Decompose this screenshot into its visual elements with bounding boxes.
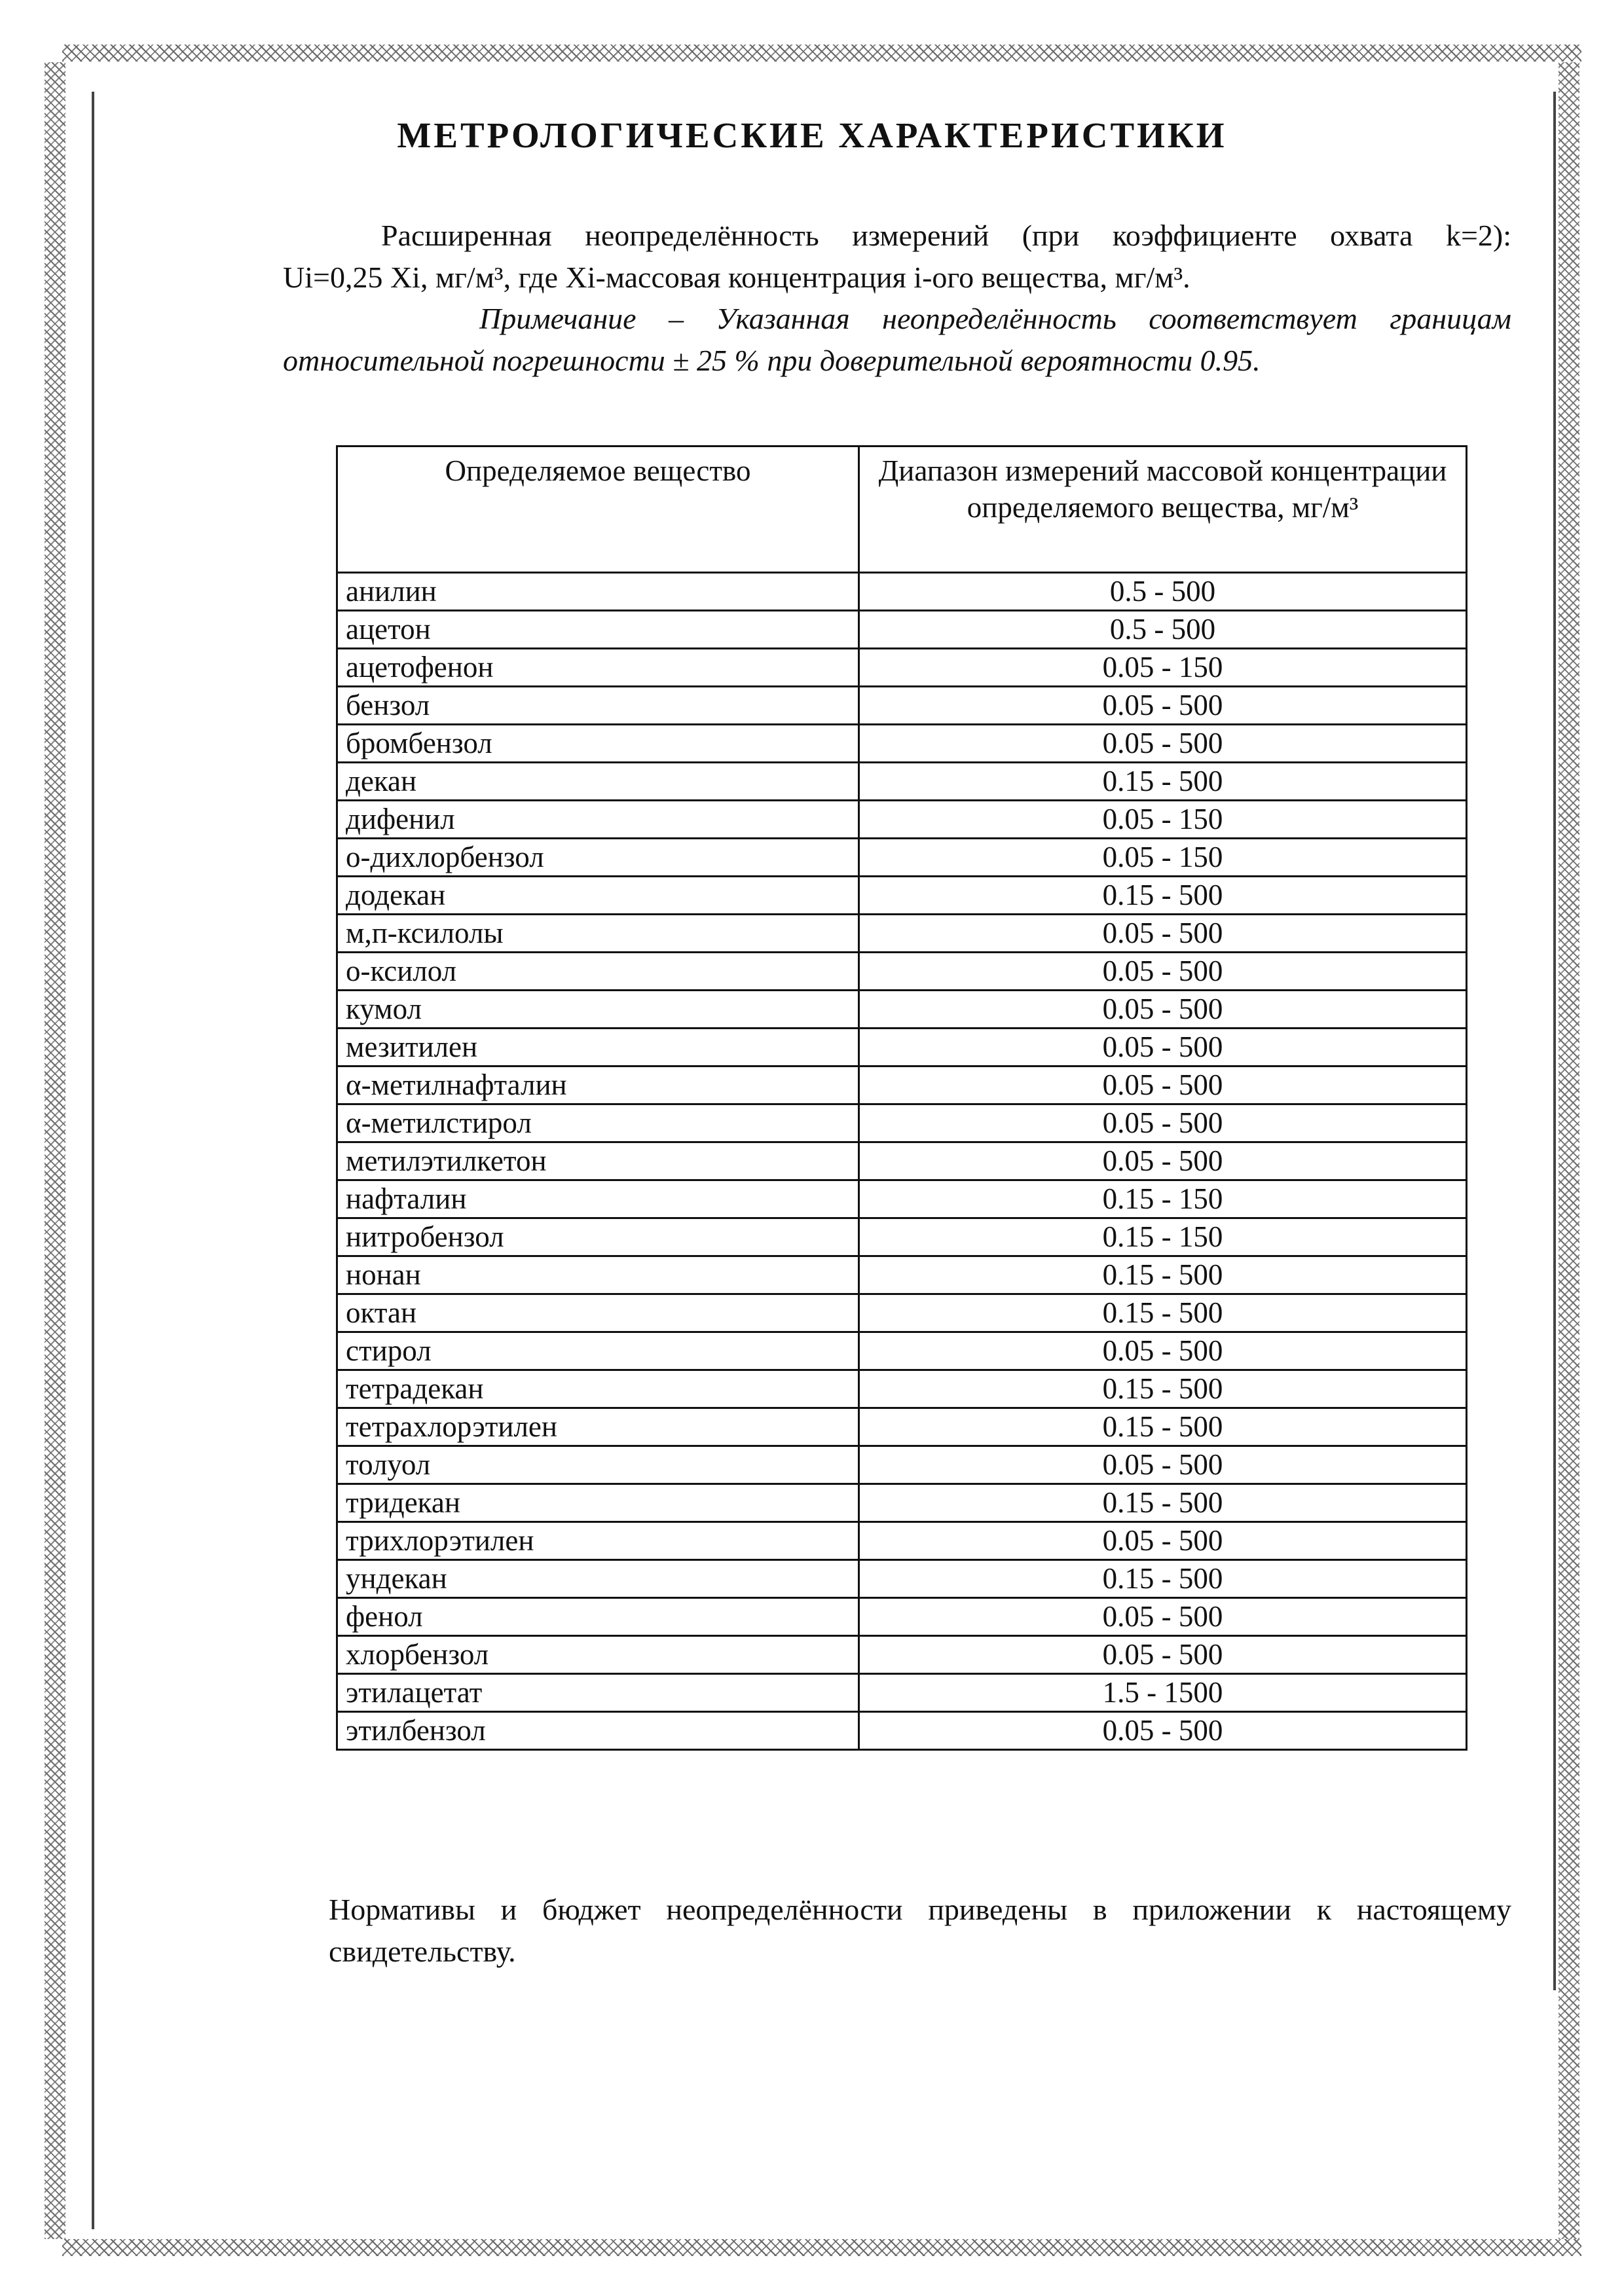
table-row — [337, 725, 1467, 763]
substance-cell: хлорбензол — [337, 1636, 859, 1674]
substance-cell: бромбензол — [337, 725, 859, 763]
substance-cell: толуол — [337, 1446, 859, 1484]
substance-cell: ундекан — [337, 1560, 859, 1598]
table-row — [337, 1522, 1467, 1560]
table-row — [337, 611, 1467, 649]
range-cell: 0.05 - 500 — [859, 1104, 1467, 1142]
table-row — [337, 877, 1467, 915]
range-cell: 0.05 - 500 — [859, 1712, 1467, 1750]
substance-cell: трихлорэтилен — [337, 1522, 859, 1560]
column-header-substance: Определяемое вещество — [337, 446, 859, 573]
table-header-row — [337, 446, 1467, 573]
column-header-range: Диапазон измерений массовой концентрации определяемого вещества, мг/м³ — [859, 446, 1467, 573]
range-cell: 0.15 - 500 — [859, 877, 1467, 915]
table-body — [337, 573, 1467, 1750]
range-cell: 0.5 - 500 — [859, 573, 1467, 611]
footer-line-1: Нормативы и бюджет неопределённости приведены в приложении к настоящему — [329, 1893, 1511, 1926]
range-cell: 0.05 - 500 — [859, 991, 1467, 1029]
substance-cell: фенол — [337, 1598, 859, 1636]
range-cell: 0.15 - 500 — [859, 1294, 1467, 1332]
table-row — [337, 1180, 1467, 1218]
table-row — [337, 991, 1467, 1029]
range-cell: 0.05 - 500 — [859, 725, 1467, 763]
table-row — [337, 1446, 1467, 1484]
table-row — [337, 1029, 1467, 1066]
substance-cell: кумол — [337, 991, 859, 1029]
substance-cell: нонан — [337, 1256, 859, 1294]
range-cell: 0.05 - 500 — [859, 1636, 1467, 1674]
table-row — [337, 763, 1467, 801]
substance-cell: ацетофенон — [337, 649, 859, 687]
range-cell: 0.05 - 150 — [859, 649, 1467, 687]
table-row — [337, 915, 1467, 953]
uncertainty-line-2: Ui=0,25 Xi, мг/м³, где Xi-массовая концентрация i-ого вещества, мг/м³. — [283, 261, 1190, 294]
range-cell: 0.15 - 150 — [859, 1218, 1467, 1256]
range-cell: 0.15 - 150 — [859, 1180, 1467, 1218]
table-row — [337, 1408, 1467, 1446]
table-row — [337, 1674, 1467, 1712]
range-cell: 0.5 - 500 — [859, 611, 1467, 649]
uncertainty-line-1: Расширенная неопределённость измерений (при коэффициенте охвата k=2): — [381, 219, 1511, 252]
substance-cell: о-дихлорбензол — [337, 839, 859, 877]
ornamental-border-right — [1559, 62, 1579, 2239]
table-row — [337, 1142, 1467, 1180]
note-paragraph — [283, 298, 1511, 382]
range-cell: 0.15 - 500 — [859, 1256, 1467, 1294]
range-cell: 0.05 - 500 — [859, 1446, 1467, 1484]
measurement-range-table — [336, 445, 1467, 1751]
substance-cell: нафталин — [337, 1180, 859, 1218]
note-line-2: относительной погрешности ± 25 % при доверительной вероятности 0.95. — [283, 344, 1261, 377]
substance-cell: октан — [337, 1294, 859, 1332]
table-row — [337, 839, 1467, 877]
substance-cell: тетрадекан — [337, 1370, 859, 1408]
table-row — [337, 1484, 1467, 1522]
substance-cell: метилэтилкетон — [337, 1142, 859, 1180]
substance-cell: м,п-ксилолы — [337, 915, 859, 953]
frame-inner-line-right — [1553, 92, 1556, 1990]
table-row — [337, 1256, 1467, 1294]
range-cell: 0.05 - 150 — [859, 801, 1467, 839]
range-cell: 0.05 - 500 — [859, 1522, 1467, 1560]
range-cell: 0.15 - 500 — [859, 1370, 1467, 1408]
substance-cell: нитробензол — [337, 1218, 859, 1256]
substance-cell: дифенил — [337, 801, 859, 839]
range-cell: 0.15 - 500 — [859, 1408, 1467, 1446]
uncertainty-paragraph — [283, 215, 1511, 299]
range-cell: 0.05 - 500 — [859, 1598, 1467, 1636]
table-row — [337, 1712, 1467, 1750]
range-cell: 1.5 - 1500 — [859, 1674, 1467, 1712]
substance-cell: тридекан — [337, 1484, 859, 1522]
table-row — [337, 1332, 1467, 1370]
table-row — [337, 1370, 1467, 1408]
table-row — [337, 1066, 1467, 1104]
substance-cell: α-метилстирол — [337, 1104, 859, 1142]
note-line-1: Примечание – Указанная неопределённость соответствует границам — [479, 302, 1511, 335]
range-cell: 0.15 - 500 — [859, 763, 1467, 801]
table-row — [337, 1598, 1467, 1636]
range-cell: 0.05 - 500 — [859, 1029, 1467, 1066]
substance-cell: ацетон — [337, 611, 859, 649]
range-cell: 0.05 - 500 — [859, 1142, 1467, 1180]
substance-cell: стирол — [337, 1332, 859, 1370]
range-cell: 0.15 - 500 — [859, 1560, 1467, 1598]
footer-line-2: свидетельству. — [329, 1935, 516, 1968]
substance-cell: бензол — [337, 687, 859, 725]
range-cell: 0.05 - 500 — [859, 687, 1467, 725]
substance-cell: о-ксилол — [337, 953, 859, 991]
ornamental-border-top — [62, 45, 1581, 62]
range-cell: 0.05 - 150 — [859, 839, 1467, 877]
substance-cell: тетрахлорэтилен — [337, 1408, 859, 1446]
table-row — [337, 1104, 1467, 1142]
substance-cell: α-метилнафталин — [337, 1066, 859, 1104]
substance-cell: мезитилен — [337, 1029, 859, 1066]
range-cell: 0.05 - 500 — [859, 1332, 1467, 1370]
substance-cell: анилин — [337, 573, 859, 611]
range-cell: 0.05 - 500 — [859, 953, 1467, 991]
substance-cell: этилбензол — [337, 1712, 859, 1750]
footer-paragraph — [329, 1889, 1511, 1973]
table-row — [337, 1294, 1467, 1332]
table-row — [337, 1218, 1467, 1256]
table-row — [337, 687, 1467, 725]
frame-inner-line-left — [92, 92, 94, 2229]
table-row — [337, 801, 1467, 839]
ornamental-border-bottom — [62, 2239, 1581, 2256]
table-row — [337, 1560, 1467, 1598]
range-cell: 0.05 - 500 — [859, 915, 1467, 953]
page-title: МЕТРОЛОГИЧЕСКИЕ ХАРАКТЕРИСТИКИ — [397, 115, 1227, 155]
substance-cell: додекан — [337, 877, 859, 915]
table-row — [337, 649, 1467, 687]
range-cell: 0.05 - 500 — [859, 1066, 1467, 1104]
range-cell: 0.15 - 500 — [859, 1484, 1467, 1522]
ornamental-border-left — [45, 62, 65, 2239]
table-row — [337, 1636, 1467, 1674]
table-row — [337, 953, 1467, 991]
substance-cell: этилацетат — [337, 1674, 859, 1712]
substance-cell: декан — [337, 763, 859, 801]
table-row — [337, 573, 1467, 611]
